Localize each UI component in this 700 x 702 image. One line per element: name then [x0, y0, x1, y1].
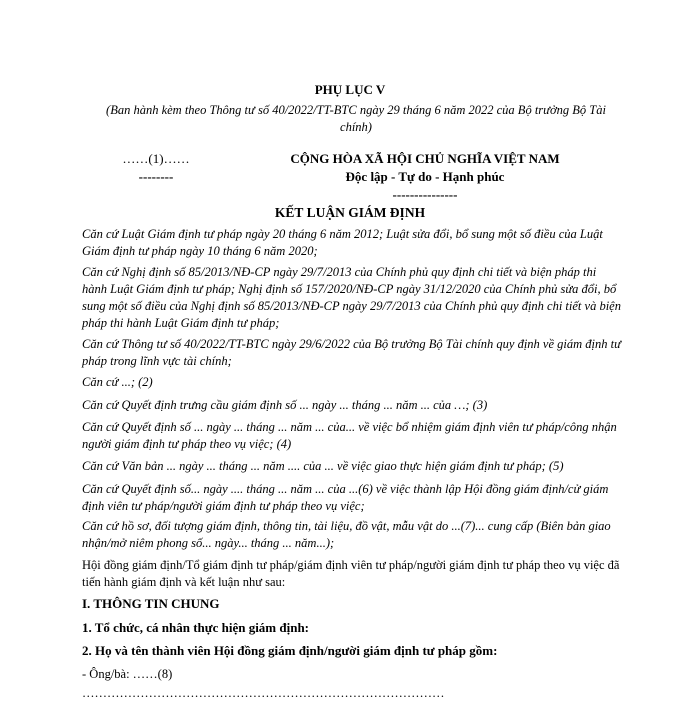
organization-header	[96, 150, 216, 186]
legal-basis-5: Căn cứ Quyết định trưng cầu giám định số ... ngày ... tháng ... năm ... của …; (3)	[82, 398, 488, 412]
legal-basis-2: Căn cứ Nghị định số 85/2013/NĐ-CP ngày 29/7/2013 của Chính phủ quy định chi tiết và biện pháp thi hành Luật Giám định tư pháp; Nghị định số 157/2020/NĐ-CP ngày 31/12/2020 của Chính phủ sửa đổi, bổ sung một số điều của Nghị định số 85/2013/NĐ-CP ngày 29/7/2013 của Chính phủ quy định chi tiết và biện pháp thi hành Luật Giám định tư pháp;	[82, 265, 621, 330]
organization-rule: --------	[138, 169, 174, 184]
national-header	[270, 150, 580, 204]
legal-basis-1: Căn cứ Luật Giám định tư pháp ngày 20 tháng 6 năm 2012; Luật sửa đổi, bổ sung một số điều của Luật Giám định tư pháp ngày 10 tháng 6 năm 2020;	[82, 227, 603, 258]
section-1-item-1: 1. Tổ chức, cá nhân thực hiện giám định:	[82, 620, 310, 635]
legal-basis-6: Căn cứ Quyết định số ... ngày ... tháng ... năm ... của... về việc bổ nhiệm giám định viên tư pháp/công nhận người giám định tư pháp theo vụ việc; (4)	[82, 420, 617, 451]
country-name: CỘNG HÒA XÃ HỘI CHỦ NGHĨA VIỆT NAM	[290, 151, 560, 166]
appendix-subtitle: (Ban hành kèm theo Thông tư số 40/2022/TT-BTC ngày 29 tháng 6 năm 2022 của Bộ trưởng Bộ Tài chính)	[106, 103, 606, 134]
legal-basis-9: Căn cứ hồ sơ, đối tượng giám định, thông tin, tài liệu, đồ vật, mẫu vật do ...(7)... cung cấp (Biên bản giao nhận/mở niêm phong số... ngày... tháng ... năm...);	[82, 519, 611, 550]
legal-basis-3: Căn cứ Thông tư số 40/2022/TT-BTC ngày 29/6/2022 của Bộ trưởng Bộ Tài chính quy định về giám định tư pháp trong lĩnh vực tài chính;	[82, 337, 621, 368]
intro-paragraph: Hội đồng giám định/Tổ giám định tư pháp/giám định viên tư pháp/người giám định tư pháp theo vụ việc đã tiến hành giám định và kết luận như sau:	[82, 558, 620, 589]
dotted-line: ……………………………………………………………………………	[82, 686, 445, 700]
document-title: KẾT LUẬN GIÁM ĐỊNH	[274, 205, 426, 220]
organization-placeholder: ……(1)……	[122, 151, 190, 166]
motto-rule: ---------------	[392, 187, 458, 202]
appendix-title: PHỤ LỤC V	[314, 82, 386, 97]
national-motto: Độc lập - Tự do - Hạnh phúc	[345, 169, 505, 184]
section-1-title: I. THÔNG TIN CHUNG	[82, 596, 220, 611]
legal-basis-8: Căn cứ Quyết định số... ngày .... tháng ... năm ... của ...(6) về việc thành lập Hội đồng giám định/cử giám định viên tư pháp/người giám định tư pháp theo vụ việc;	[82, 482, 609, 513]
member-line: - Ông/bà: ……(8)	[82, 667, 173, 681]
legal-basis-7: Căn cứ Văn bản ... ngày ... tháng ... năm .... của ... về việc giao thực hiện giám định tư pháp; (5)	[82, 459, 564, 473]
legal-basis-4: Căn cứ ...; (2)	[82, 375, 153, 389]
section-1-item-2: 2. Họ và tên thành viên Hội đồng giám định/người giám định tư pháp gồm:	[82, 643, 498, 658]
